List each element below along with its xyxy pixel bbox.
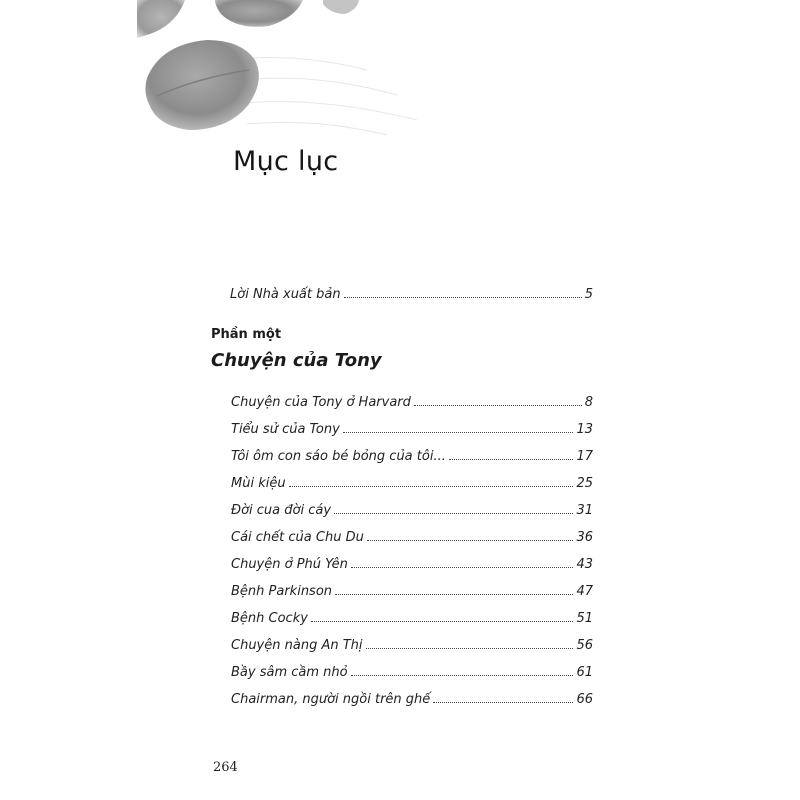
toc-entry-page: 31 bbox=[576, 503, 593, 518]
part-label: Phần một bbox=[211, 327, 282, 342]
toc-entry bbox=[231, 659, 593, 679]
toc-entry-title: Bệnh Cocky bbox=[231, 611, 308, 626]
dot-leader bbox=[414, 405, 582, 406]
toc-entry-page: 47 bbox=[576, 584, 593, 599]
toc-entry-page: 61 bbox=[576, 665, 593, 680]
dot-leader bbox=[433, 702, 573, 703]
dot-leader bbox=[344, 297, 582, 298]
toc-entry bbox=[231, 632, 593, 652]
dot-leader bbox=[334, 513, 573, 514]
toc-entry-title: Cái chết của Chu Du bbox=[231, 530, 364, 545]
dot-leader bbox=[311, 621, 574, 622]
decorative-leaf-graphic bbox=[137, 0, 447, 150]
toc-entry-page: 36 bbox=[576, 530, 593, 545]
toc-entry-title: Tôi ôm con sáo bé bỏng của tôi... bbox=[231, 449, 446, 464]
toc-entry-page: 66 bbox=[576, 692, 593, 707]
toc-entry bbox=[231, 416, 593, 436]
toc-entry-title: Bầy sâm cầm nhỏ bbox=[231, 665, 348, 680]
toc-entry-title: Chairman, người ngồi trên ghế bbox=[231, 692, 431, 707]
dot-leader bbox=[343, 432, 574, 433]
toc-entry bbox=[231, 389, 593, 409]
toc-entry-title: Chuyện của Tony ở Harvard bbox=[231, 395, 411, 410]
toc-entry bbox=[231, 470, 593, 490]
toc-entry-intro bbox=[230, 281, 593, 301]
toc-entry bbox=[231, 524, 593, 544]
toc-entry-title: Bệnh Parkinson bbox=[231, 584, 333, 599]
toc-entry-title: Tiểu sử của Tony bbox=[231, 422, 340, 437]
toc-entry-page: 25 bbox=[576, 476, 593, 491]
toc-entry bbox=[231, 443, 593, 463]
toc-entry-title: Chuyện nàng An Thị bbox=[231, 638, 363, 653]
toc-entry-page: 5 bbox=[584, 287, 593, 302]
toc-entry bbox=[231, 578, 593, 598]
dot-leader bbox=[449, 459, 574, 460]
toc-entry-page: 56 bbox=[576, 638, 593, 653]
toc-entry-page: 8 bbox=[584, 395, 593, 410]
toc-entry bbox=[231, 605, 593, 625]
toc-entry bbox=[231, 686, 593, 706]
toc-entry-title: Mùi kiệu bbox=[231, 476, 286, 491]
toc-entry-page: 13 bbox=[576, 422, 593, 437]
toc-entry-page: 17 bbox=[576, 449, 593, 464]
page-number: 264 bbox=[213, 760, 238, 775]
dot-leader bbox=[367, 540, 574, 541]
toc-entry-title: Lời Nhà xuất bản bbox=[230, 287, 341, 302]
dot-leader bbox=[335, 594, 573, 595]
dot-leader bbox=[351, 675, 574, 676]
toc-entry-page: 51 bbox=[576, 611, 593, 626]
toc-entry-page: 43 bbox=[576, 557, 593, 572]
toc-entry bbox=[231, 551, 593, 571]
toc-entry bbox=[231, 497, 593, 517]
dot-leader bbox=[289, 486, 574, 487]
page-title: Mục lục bbox=[233, 146, 339, 177]
dot-leader bbox=[366, 648, 574, 649]
part-title: Chuyện của Tony bbox=[211, 350, 382, 371]
dot-leader bbox=[351, 567, 574, 568]
toc-entry-title: Chuyện ở Phú Yên bbox=[231, 557, 348, 572]
toc-entry-title: Đời cua đời cáy bbox=[231, 503, 332, 518]
